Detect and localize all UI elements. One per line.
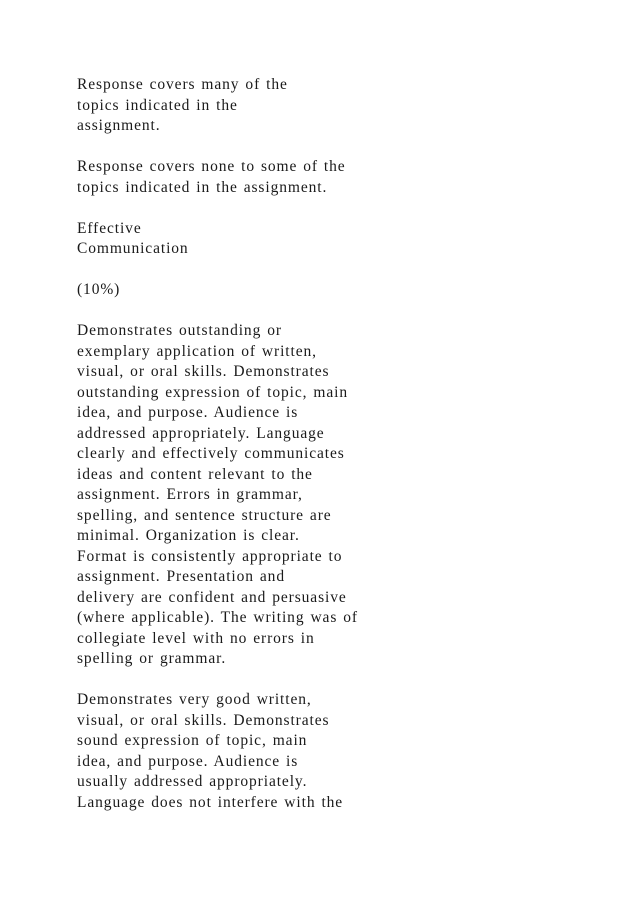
text-line: spelling, and sentence structure are: [77, 506, 332, 524]
text-line: assignment. Presentation and: [77, 568, 285, 585]
text-line: Communication: [77, 240, 189, 257]
document-body: [77, 75, 617, 834]
paragraph-covers-none: [77, 157, 617, 198]
text-line: usually addressed appropriately.: [77, 773, 308, 790]
text-line: ideas and content relevant to the: [77, 465, 313, 483]
paragraph-outstanding: [77, 321, 617, 670]
criterion-heading: [77, 219, 617, 260]
text-line: Language does not interfere with the: [77, 793, 344, 811]
text-line: delivery are confident and persuasive: [77, 588, 347, 606]
text-line: Response covers many of the: [77, 76, 288, 93]
criterion-weight: [77, 280, 617, 301]
text-line: (10%): [77, 281, 121, 298]
text-line: clearly and effectively communicates: [77, 445, 345, 462]
text-line: exemplary application of written,: [77, 342, 317, 360]
text-line: visual, or oral skills. Demonstrates: [77, 363, 330, 380]
text-line: minimal. Organization is clear.: [77, 527, 300, 544]
text-line: Demonstrates very good written,: [77, 691, 312, 708]
text-line: visual, or oral skills. Demonstrates: [77, 711, 330, 729]
text-line: (where applicable). The writing was of: [77, 609, 358, 626]
text-line: addressed appropriately. Language: [77, 424, 325, 442]
text-line: idea, and purpose. Audience is: [77, 752, 299, 770]
text-line: collegiate level with no errors in: [77, 629, 315, 647]
text-line: Demonstrates outstanding or: [77, 322, 282, 339]
text-line: assignment.: [77, 117, 161, 134]
text-line: idea, and purpose. Audience is: [77, 404, 299, 421]
text-line: sound expression of topic, main: [77, 732, 308, 749]
paragraph-very-good: [77, 690, 617, 813]
text-line: spelling or grammar.: [77, 650, 227, 667]
text-line: assignment. Errors in grammar,: [77, 486, 303, 503]
text-line: topics indicated in the: [77, 96, 238, 114]
text-line: Effective: [77, 219, 142, 237]
text-line: Response covers none to some of the: [77, 158, 346, 175]
text-line: Format is consistently appropriate to: [77, 547, 343, 565]
text-line: outstanding expression of topic, main: [77, 383, 348, 401]
paragraph-covers-many: [77, 75, 617, 137]
text-line: topics indicated in the assignment.: [77, 178, 328, 196]
